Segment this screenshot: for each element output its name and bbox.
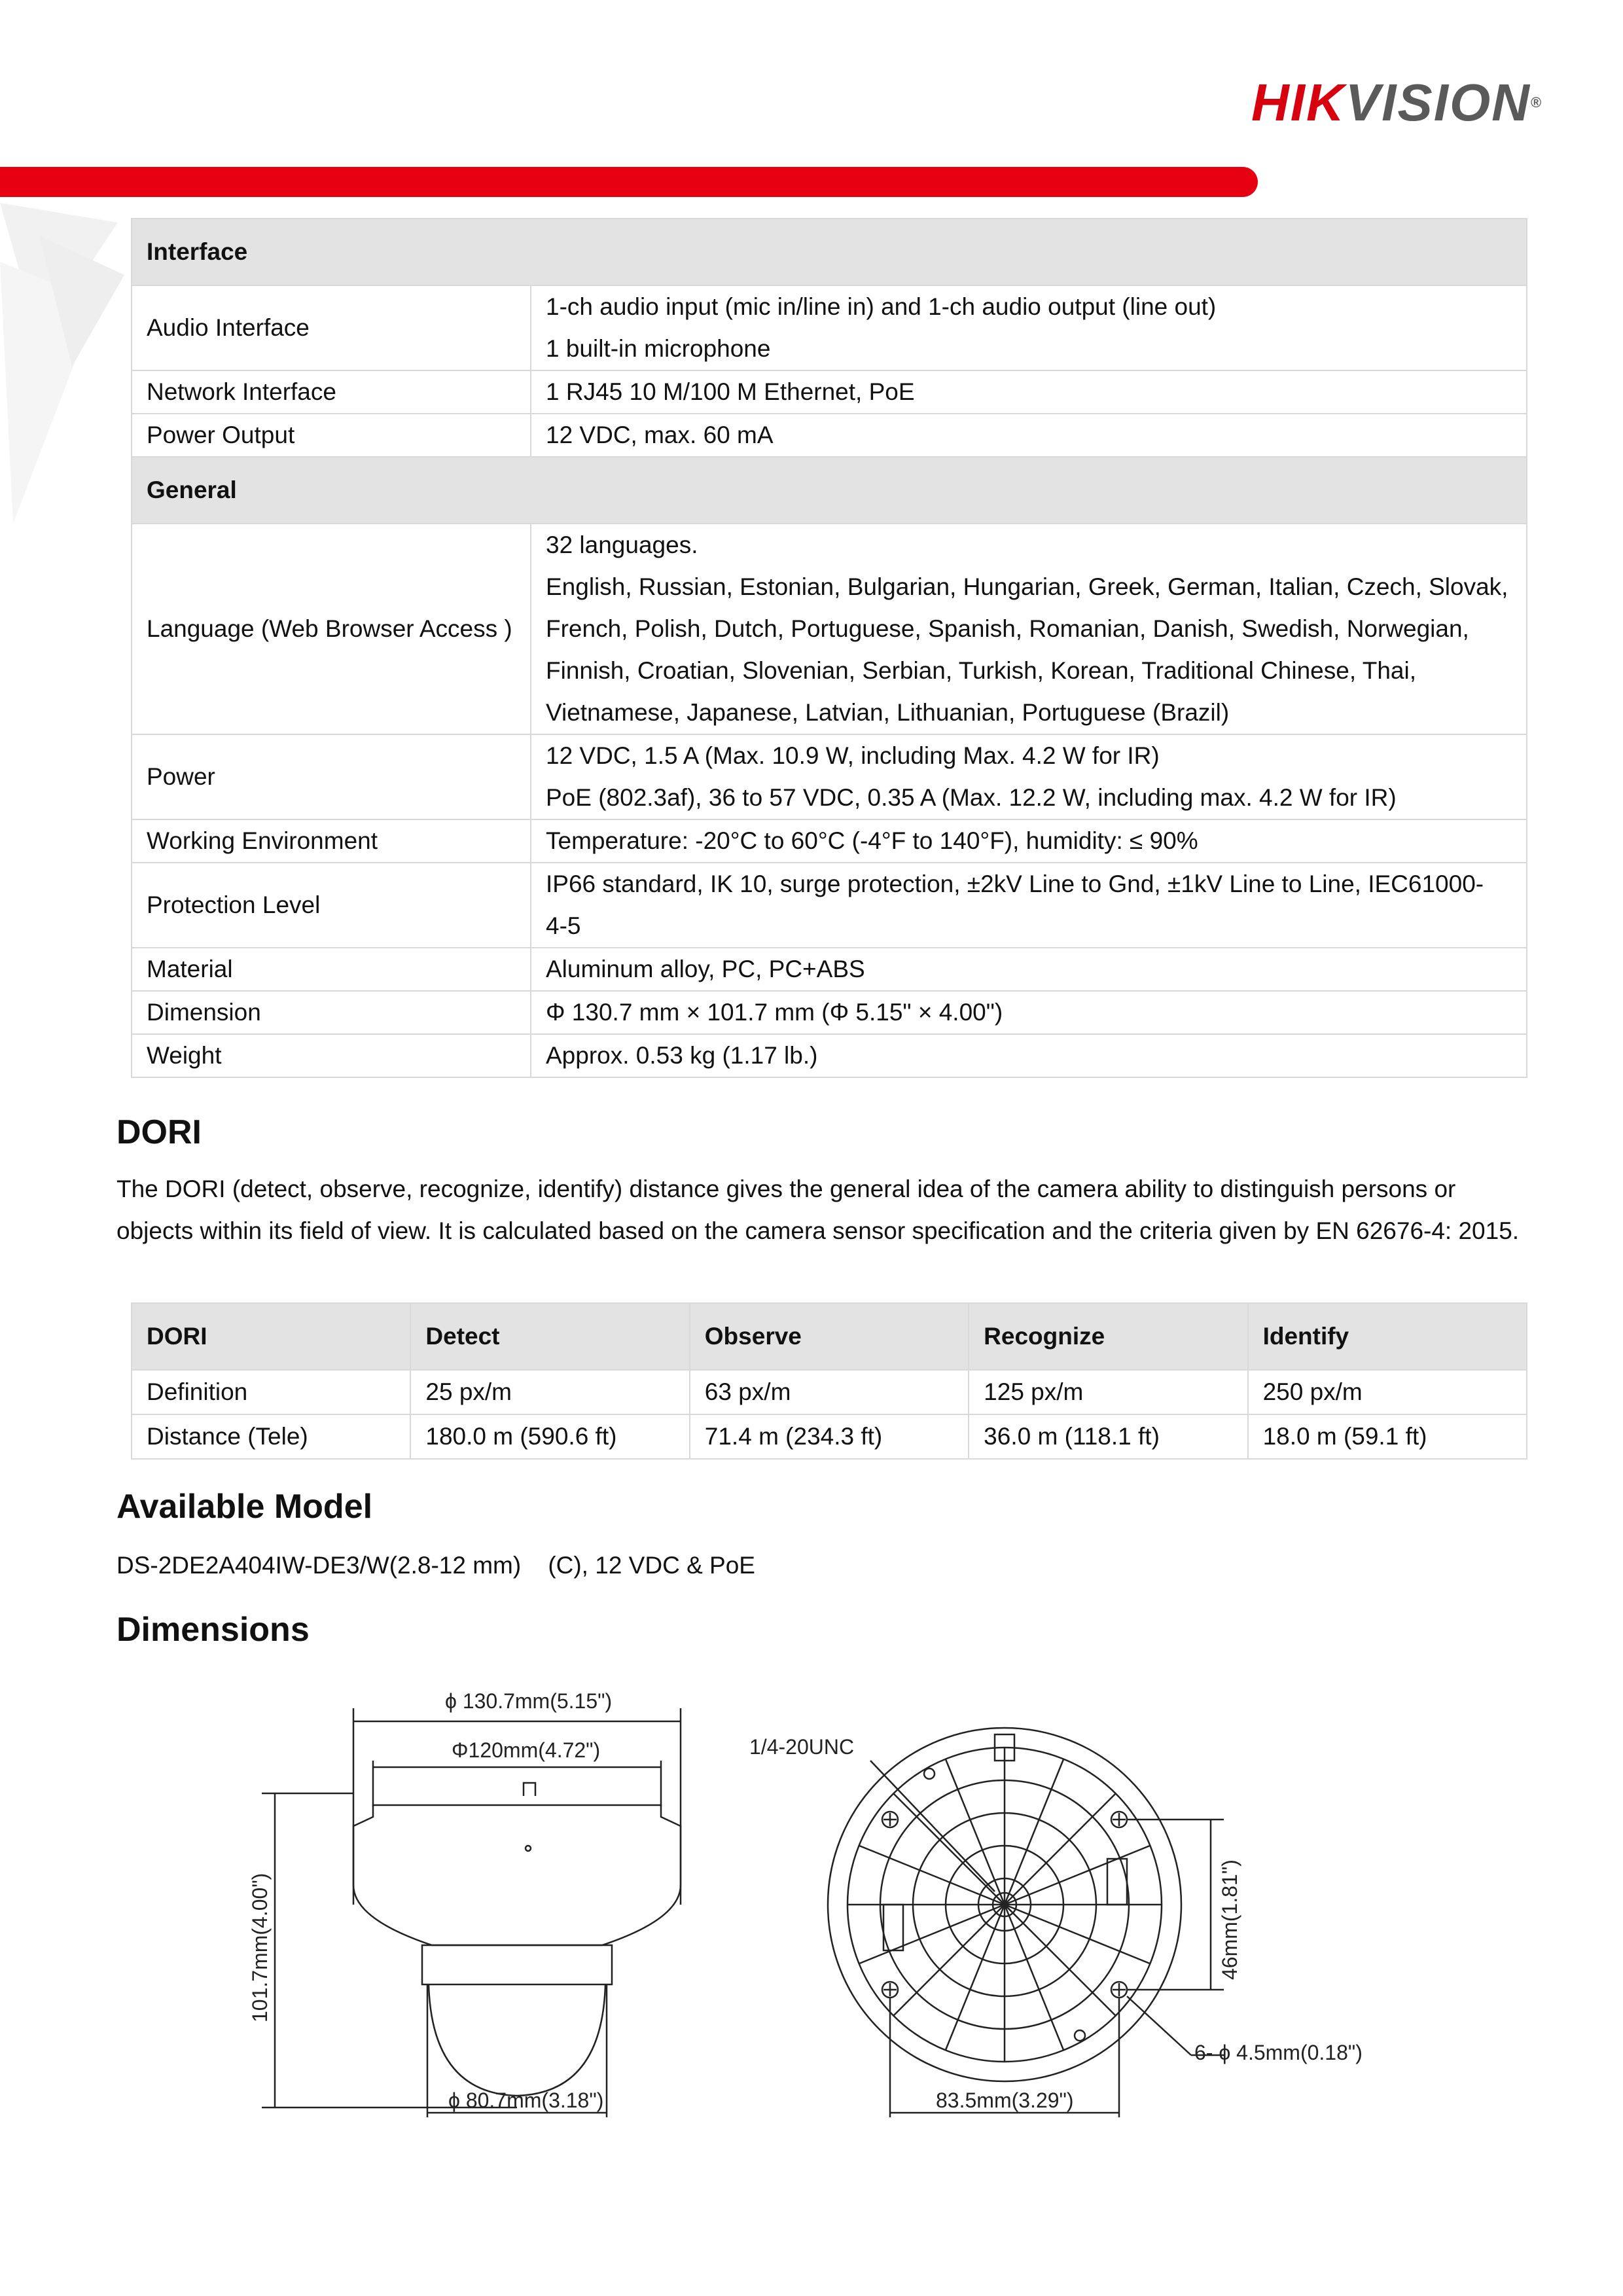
spec-value-line: 12 VDC, max. 60 mA [546,422,774,448]
available-model-heading: Available Model [116,1488,373,1526]
dim-holes: 6- ϕ 4.5mm(0.18") [1194,2041,1363,2064]
section-header-row [132,457,1527,524]
dimensions-drawing [236,1689,1427,2121]
table-row [132,1370,1527,1414]
specification-table [131,218,1527,1078]
table-row [132,863,1527,948]
dim-outer-diameter: ϕ 130.7mm(5.15") [445,1689,613,1713]
spec-key: Language (Web Browser Access ) [132,524,531,734]
spec-value-line: PoE (802.3af), 36 to 57 VDC, 0.35 A (Max. 12.2 W, including max. 4.2 W for IR) [546,784,1397,811]
spec-key: Working Environment [132,819,531,863]
spec-value [531,285,1527,370]
decorative-triangles [0,196,131,537]
spec-value [531,370,1527,414]
spec-key: Audio Interface [132,285,531,370]
spec-value-line: Aluminum alloy, PC, PC+ABS [546,956,865,982]
spec-key: Weight [132,1034,531,1077]
spec-value-line: Finnish, Croatian, Slovenian, Serbian, Turkish, Korean, Traditional Chinese, Thai, [546,657,1416,684]
dori-cell: 71.4 m (234.3 ft) [690,1414,969,1459]
dori-cell: Definition [132,1370,410,1414]
header-red-bar [0,167,1258,197]
dori-header-cell: DORI [132,1303,410,1370]
spec-value [531,948,1527,991]
available-model-text: DS-2DE2A404IW-DE3/W(2.8-12 mm) (C), 12 VDC & PoE [116,1552,755,1579]
spec-value-line: 1-ch audio input (mic in/line in) and 1-ch audio output (line out) [546,293,1217,320]
dim-hole-spacing-v: 46mm(1.81") [1218,1859,1241,1980]
table-row [132,370,1527,414]
dim-dome-diameter: ϕ 80.7mm(3.18") [448,2089,604,2112]
spec-value-line: 4-5 [546,912,581,939]
dori-cell: 125 px/m [969,1370,1247,1414]
spec-key: Protection Level [132,863,531,948]
table-row [132,948,1527,991]
table-row [132,414,1527,457]
spec-value [531,734,1527,819]
spec-value-line: Temperature: -20°C to 60°C (-4°F to 140°F), humidity: ≤ 90% [546,827,1198,854]
dori-heading: DORI [116,1113,202,1151]
dim-inner-diameter: Φ120mm(4.72") [452,1738,601,1762]
dori-cell: 180.0 m (590.6 ft) [410,1414,689,1459]
dori-cell: 250 px/m [1248,1370,1527,1414]
dori-header-cell: Detect [410,1303,689,1370]
spec-key: Power [132,734,531,819]
dori-cell: 36.0 m (118.1 ft) [969,1414,1247,1459]
dori-header-row [132,1303,1527,1370]
table-row [132,1414,1527,1459]
section-header-row [132,219,1527,285]
dori-cell: 63 px/m [690,1370,969,1414]
table-row [132,524,1527,734]
spec-key: Network Interface [132,370,531,414]
dori-header-cell: Recognize [969,1303,1247,1370]
dim-hole-spacing-h: 83.5mm(3.29") [936,2089,1074,2112]
spec-value-line: 32 languages. [546,531,698,558]
dori-cell: 25 px/m [410,1370,689,1414]
spec-key: Material [132,948,531,991]
spec-value-line: French, Polish, Dutch, Portuguese, Spanish, Romanian, Danish, Swedish, Norwegian, [546,615,1469,642]
dori-header-cell: Identify [1248,1303,1527,1370]
spec-value-line: Φ 130.7 mm × 101.7 mm (Φ 5.15" × 4.00") [546,999,1003,1026]
dim-thread: 1/4-20UNC [749,1735,855,1759]
table-row [132,1034,1527,1077]
section-header: General [132,457,1527,524]
table-row [132,991,1527,1034]
dimensions-heading: Dimensions [116,1611,310,1649]
spec-value [531,991,1527,1034]
dori-cell: Distance (Tele) [132,1414,410,1459]
spec-key: Power Output [132,414,531,457]
spec-value-line: IP66 standard, IK 10, surge protection, ±2kV Line to Gnd, ±1kV Line to Line, IEC61000- [546,870,1484,897]
dori-cell: 18.0 m (59.1 ft) [1248,1414,1527,1459]
spec-value-line: Approx. 0.53 kg (1.17 lb.) [546,1042,818,1069]
spec-value-line: English, Russian, Estonian, Bulgarian, Hungarian, Greek, German, Italian, Czech, Slovak, [546,573,1508,600]
spec-value [531,819,1527,863]
section-header: Interface [132,219,1527,285]
dori-table [131,1302,1527,1460]
spec-value [531,1034,1527,1077]
spec-value-line: 12 VDC, 1.5 A (Max. 10.9 W, including Max. 4.2 W for IR) [546,742,1160,769]
table-row [132,285,1527,370]
spec-value-line: 1 built-in microphone [546,335,771,362]
table-row [132,734,1527,819]
table-row [132,819,1527,863]
spec-value [531,414,1527,457]
spec-key: Dimension [132,991,531,1034]
spec-value-line: Vietnamese, Japanese, Latvian, Lithuanian, Portuguese (Brazil) [546,699,1230,726]
hikvision-logo: HIKVISION® [1251,73,1543,132]
spec-value [531,863,1527,948]
dori-description: The DORI (detect, observe, recognize, identify) distance gives the general idea of the camera ability to distinguish persons or objects within its field of view. It is calculated based on the camera sensor specification and the criteria given by EN 62676-4: 2015. [116,1175,1520,1244]
spec-value-line: 1 RJ45 10 M/100 M Ethernet, PoE [546,378,915,405]
dori-header-cell: Observe [690,1303,969,1370]
dim-height: 101.7mm(4.00") [248,1873,272,2022]
spec-value [531,524,1527,734]
